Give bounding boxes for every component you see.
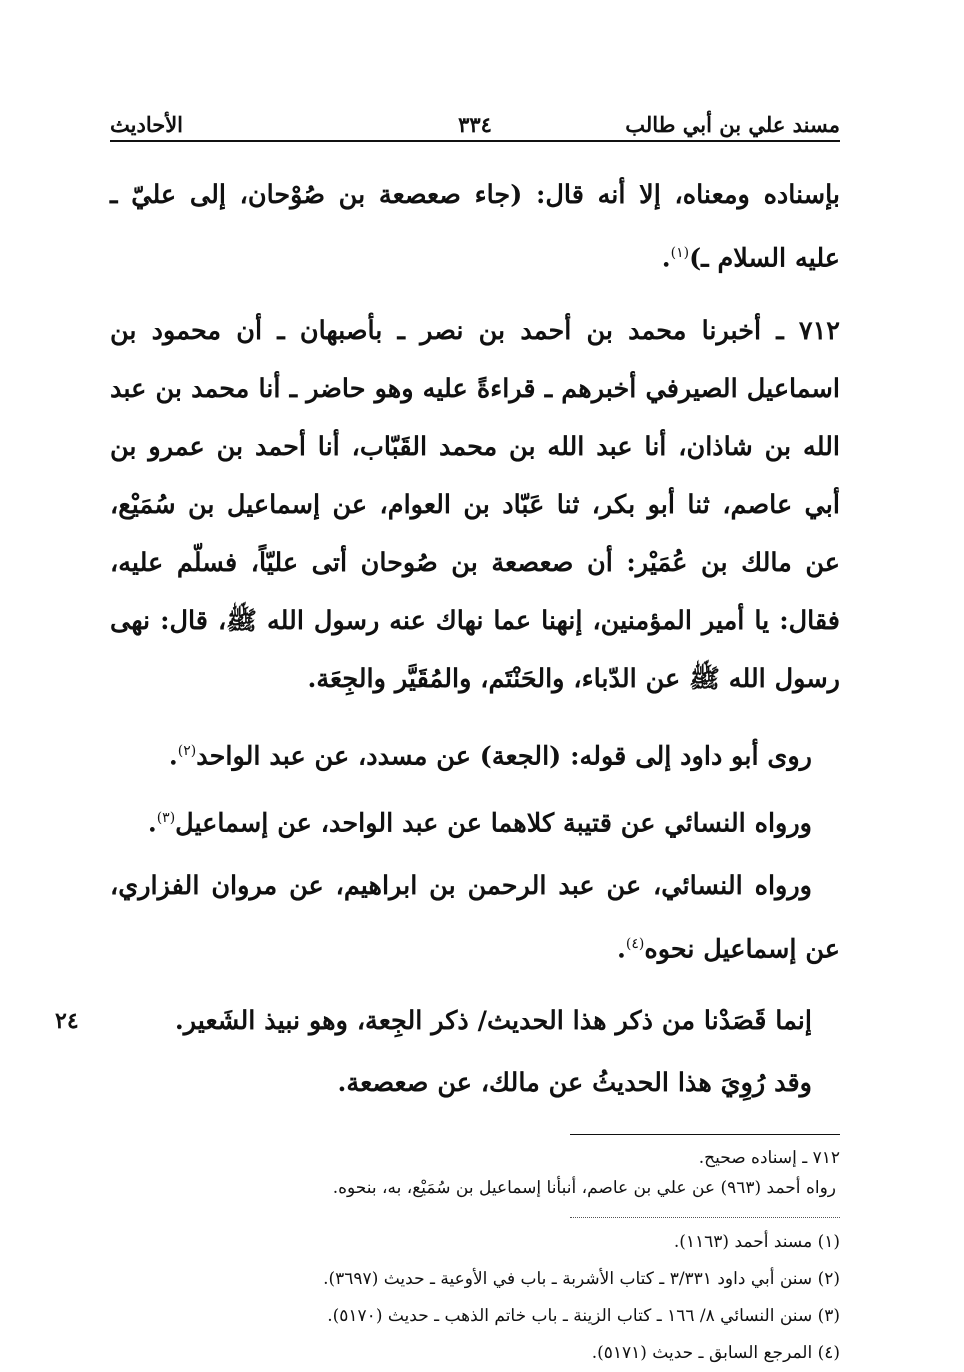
hadith-712: ٧١٢ ـ أخبرنا محمد بن أحمد بن نصر ـ بأصبهان ـ أن محمود بن اسماعيل الصيرفي أخبرهم ـ قراءةً عليه وهو حاضر ـ أنا محمد بن عبد الله بن شاذان، أنا عبد الله بن محمد القَبّاب، أنا أحمد بن عمرو بن أبي عاصم، ثنا أبو بكر، ثنا عَبّاد بن العوام، عن إسماعيل بن سُمَيْع، عن مالك بن عُمَيْر: أن صعصعة بن صُوحان أتى عليّاً، فسلّم عليه، فقال: يا أمير المؤمنين، إنهنا عما نهاك عنه رسول الله ﷺ، قال: نهى رسول الله ﷺ عن الدّباء، والحَنْتَم، والمُقَيَّر والجِعَة. [110,315,840,694]
footnote-ref-4: (٤) [625,935,645,952]
footnote-ref-2: (٢) [177,742,197,759]
paragraph-abu-dawud-text: روى أبو داود إلى قوله: (الجعة) عن مسدد، عن عبد الواحد [196,741,812,771]
paragraph-narration: وقد رُوِيَ هذا الحديثُ عن مالك، عن صعصعة. [337,1068,812,1098]
footnote-3: (٣) سنن النسائي ٨/ ١٦٦ ـ كتاب الزينة ـ باب خاتم الذهب ـ حديث (٥١٧٠). [327,1306,840,1326]
page-number: ٣٣٤ [458,112,492,137]
paragraph-nasai-2-end: . [616,934,626,964]
paragraph-nasai-1 [110,789,840,853]
footnote-separator-2 [570,1217,840,1218]
footnote-ref-3: (٣) [156,810,176,826]
grading-text: رواه أحمد (٩٦٣) عن علي بن عاصم، أنبأنا إسماعيل بن سُمَيْع، به، بنحوه. [332,1178,836,1198]
paragraph-1-end: . [661,243,671,274]
running-header [110,100,840,142]
paragraph-purpose: إنما قَصَدْنا من ذكر هذا الحديث/ ذكر الجِعة، وهو نبيذ الشَعير. [174,1006,812,1036]
paragraph-abu-dawud-end: . [168,741,178,771]
footnote-2: (٢) سنن أبي داود ٣/٣٣١ ـ كتاب الأشربة ـ باب في الأوعية ـ حديث (٣٦٩٧). [323,1269,840,1289]
grading-label: ٧١٢ ـ إسناده صحيح. [698,1148,840,1168]
footnote-ref-1: (١) [670,245,690,261]
book-title: مسند علي بن أبي طالب [625,112,840,137]
footnote-1: (١) مسند أحمد (١١٦٣). [673,1232,840,1252]
paragraph-nasai-2 [110,857,840,979]
margin-row [55,992,840,1050]
paragraph-nasai-1-text: ورواه النسائي عن قتيبة كلاهما عن عبد الواحد، عن إسماعيل [175,808,812,839]
margin-folio-number: ٢٤ [55,1008,79,1034]
book-page [55,100,840,1372]
footnote-separator [570,1134,840,1135]
paragraph-1 [110,166,840,288]
footnote-list [110,1224,840,1372]
paragraph-nasai-1-end: . [147,808,157,839]
paragraph-nasai-2-text: ورواه النسائي، عن عبد الرحمن بن ابراهيم، عن مروان الفزاري، عن إسماعيل نحوه [110,870,840,964]
paragraph-1-text: بإسناده ومعناه، إلا أنه قال: (جاء صعصعة بن صُوْحان، إلى عليّ ـ عليه السلام ـ) [110,180,840,274]
main-text [55,166,840,1112]
section-title: الأحاديث [110,112,184,137]
footnote-4: (٤) المرجع السابق ـ حديث (٥١٧١). [591,1343,840,1363]
grading-note [110,1143,840,1203]
paragraph-abu-dawud [110,722,840,786]
